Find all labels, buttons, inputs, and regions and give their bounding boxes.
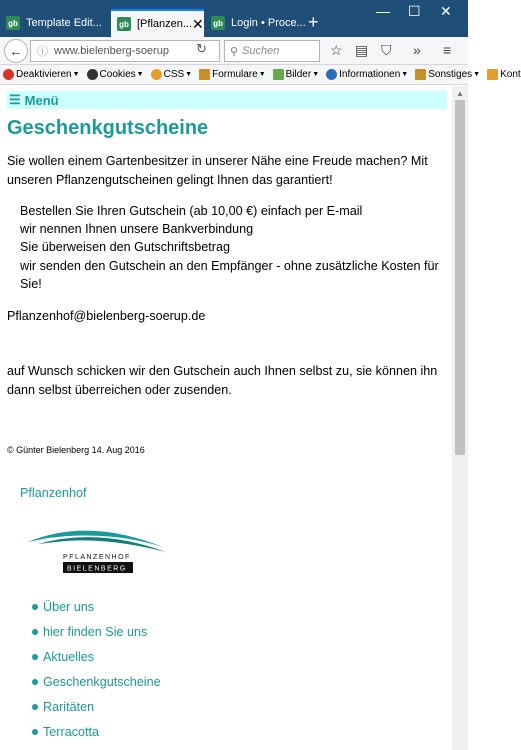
- devbar-images[interactable]: [270, 69, 320, 80]
- web-developer-toolbar: [0, 65, 521, 85]
- css-icon: [151, 69, 162, 80]
- bullet-icon: [32, 729, 38, 735]
- devbar-label: CSS: [163, 69, 185, 80]
- devbar-label: Cookies: [99, 69, 136, 80]
- hamburger-icon: ☰: [9, 92, 21, 107]
- hamburger-menu-icon[interactable]: ≡: [443, 42, 452, 58]
- bullet-icon: [32, 654, 38, 660]
- menu-label: Menü: [24, 92, 59, 108]
- nav-item-geschenkgutscheine[interactable]: [32, 669, 161, 694]
- dropdown-arrow-icon: ▼: [258, 71, 266, 78]
- navigation-toolbar: [0, 37, 468, 65]
- search-input[interactable]: [224, 40, 320, 62]
- site-favicon-icon: gb: [6, 16, 20, 30]
- intro-paragraph: Sie wollen einem Gartenbesitzer in unserer Nähe eine Freude machen? Mit unseren Pflanzengutscheinen gelingt Ihnen das garantiert!: [7, 154, 428, 187]
- maximize-button[interactable]: ☐: [408, 3, 421, 19]
- vertical-scrollbar[interactable]: [452, 86, 468, 750]
- reading-list-icon[interactable]: ▤: [355, 42, 369, 58]
- bullet-icon: [32, 629, 38, 635]
- back-arrow-icon: ←: [9, 43, 23, 59]
- devbar-cookies[interactable]: [84, 69, 144, 80]
- logo-swoosh-icon: [28, 522, 168, 582]
- info-icon: [326, 69, 337, 80]
- outro-paragraph: auf Wunsch schicken wir den Gutschein auch Ihnen selbst zu, sie können ihn dann selbst überreichen oder zusenden.: [7, 364, 438, 397]
- devbar-misc[interactable]: [412, 69, 480, 80]
- dropdown-arrow-icon: ▼: [401, 71, 409, 78]
- copyright-text: © Günter Bielenberg 14. Aug 2016: [7, 445, 145, 455]
- close-window-button[interactable]: ✕: [440, 3, 452, 19]
- nav-item-label: Terracotta: [43, 724, 99, 739]
- step-item: wir senden den Gutschein an den Empfänger - ohne zusätzliche Kosten für Sie!: [20, 258, 439, 291]
- nav-item-anfahrt[interactable]: [32, 619, 161, 644]
- site-navigation: [32, 594, 161, 744]
- nav-item-label: Über uns: [43, 599, 95, 614]
- bookmark-star-icon[interactable]: ☆: [330, 42, 343, 58]
- devbar-disable[interactable]: [0, 69, 80, 80]
- tab-label: Login • Proce...: [231, 17, 306, 29]
- nav-item-label: Raritäten: [43, 699, 95, 714]
- browser-titlebar: [0, 0, 468, 37]
- step-item: Bestellen Sie Ihren Gutschein (ab 10,00 €) einfach per E-mail: [20, 204, 363, 218]
- back-button[interactable]: [4, 39, 28, 63]
- devbar-label: Bilder: [285, 69, 312, 80]
- overflow-chevron-icon[interactable]: »: [413, 42, 421, 58]
- dropdown-arrow-icon: ▼: [312, 71, 320, 78]
- nav-item-label: Aktuelles: [43, 649, 95, 664]
- devbar-label: Deaktivieren: [16, 69, 72, 80]
- logo-text-top: PFLANZENHOF: [63, 554, 131, 561]
- logo-text-bottom: BIELENBERG: [67, 565, 127, 573]
- new-tab-button[interactable]: +: [308, 12, 319, 32]
- form-icon: [199, 69, 210, 80]
- dropdown-arrow-icon: ▼: [136, 71, 144, 78]
- disable-icon: [3, 69, 14, 80]
- misc-icon: [415, 69, 426, 80]
- tab-pflanzenhof[interactable]: [111, 9, 204, 37]
- dropdown-arrow-icon: ▼: [473, 71, 481, 78]
- devbar-label: Formulare: [212, 69, 258, 80]
- nav-item-terracotta[interactable]: [32, 719, 161, 744]
- bullet-icon: [32, 679, 38, 685]
- devbar-forms[interactable]: [196, 69, 266, 80]
- tab-login[interactable]: [205, 9, 306, 37]
- site-favicon-icon: gb: [211, 16, 225, 30]
- nav-item-ueber-uns[interactable]: [32, 594, 161, 619]
- pocket-icon[interactable]: ⛉: [381, 42, 392, 58]
- nav-item-label: hier finden Sie uns: [43, 624, 148, 639]
- bullet-icon: [32, 704, 38, 710]
- nav-item-raritaeten[interactable]: [32, 694, 161, 719]
- devbar-label: Kont: [500, 69, 521, 80]
- scrollbar-thumb[interactable]: [455, 100, 465, 455]
- url-bar[interactable]: [30, 40, 220, 62]
- devbar-css[interactable]: [148, 69, 193, 80]
- nav-item-label: Geschenkgutscheine: [43, 674, 161, 689]
- email-address: Pflanzenhof@bielenberg-soerup.de: [7, 309, 206, 323]
- tab-close-icon[interactable]: ✕: [192, 16, 204, 32]
- pencil-icon: [487, 69, 498, 80]
- tab-template-editor[interactable]: [0, 9, 110, 37]
- page-title: Geschenkgutscheine: [7, 117, 209, 139]
- search-icon: ⚲: [230, 45, 239, 58]
- site-favicon-icon: gb: [117, 17, 131, 31]
- url-text: www.bielenberg-soerup: [54, 45, 169, 57]
- tab-label: [Pflanzen...: [137, 18, 193, 30]
- cookie-icon: [87, 69, 98, 80]
- menu-toggle[interactable]: [7, 91, 447, 109]
- devbar-label: Sonstiges: [428, 69, 473, 80]
- pflanzenhof-link[interactable]: Pflanzenhof: [20, 486, 87, 500]
- search-placeholder: Suchen: [242, 45, 280, 57]
- dropdown-arrow-icon: ▼: [72, 71, 80, 78]
- scroll-up-arrow-icon[interactable]: ▲: [456, 89, 464, 98]
- tab-label: Template Edit...: [26, 17, 102, 29]
- bullet-icon: [32, 604, 38, 610]
- dropdown-arrow-icon: ▼: [185, 71, 193, 78]
- devbar-label: Informationen: [339, 69, 401, 80]
- nav-item-aktuelles[interactable]: [32, 644, 161, 669]
- image-icon: [273, 69, 284, 80]
- steps-list: [20, 202, 440, 293]
- web-page-content: [0, 86, 452, 750]
- step-item: Sie überweisen den Gutschriftsbetrag: [20, 240, 231, 255]
- step-item: wir nennen Ihnen unsere Bankverbindung: [20, 222, 254, 237]
- minimize-button[interactable]: —: [376, 3, 390, 19]
- pflanzenhof-logo: [28, 522, 168, 582]
- site-info-icon[interactable]: ⓘ: [37, 46, 48, 58]
- devbar-outline[interactable]: [484, 69, 521, 80]
- devbar-information[interactable]: [323, 69, 408, 80]
- reload-icon[interactable]: ↻: [196, 41, 207, 56]
